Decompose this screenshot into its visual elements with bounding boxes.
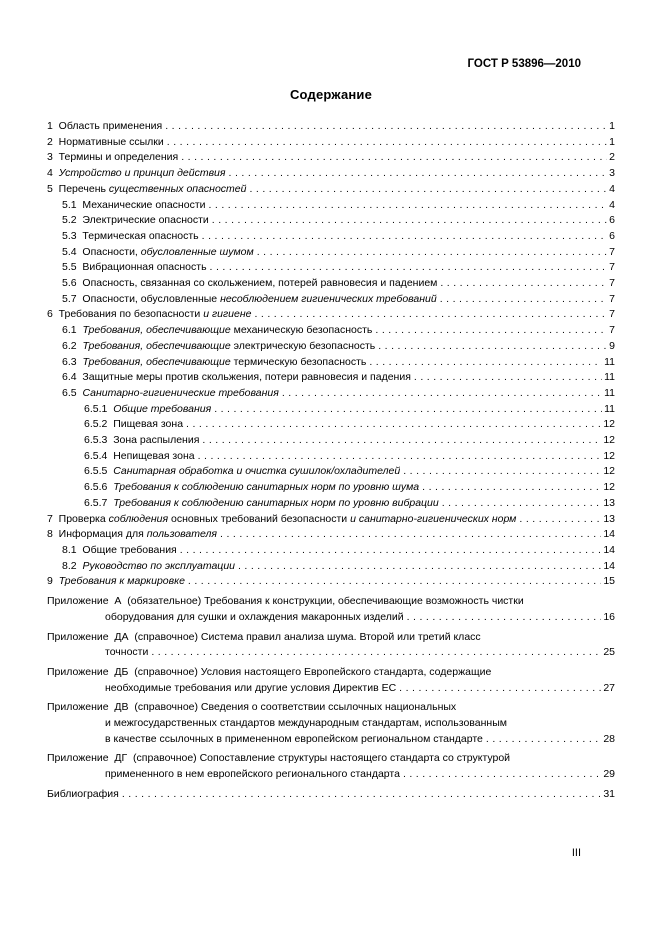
toc-page-number: 7 — [609, 261, 615, 274]
text-segment: Требования к маркировке — [58, 575, 185, 588]
text-segment: 6.2 — [62, 339, 83, 352]
text-segment: 5.2 Электрические опасности — [62, 214, 209, 227]
text-segment: 6.5.2 Пищевая зона — [84, 418, 184, 431]
toc-entry-text — [62, 370, 411, 386]
text-segment: 6.5.4 Непищевая зона — [84, 449, 195, 462]
toc-page-number: 7 — [609, 308, 615, 321]
toc-entry — [47, 292, 615, 308]
toc-entry — [47, 574, 615, 590]
toc-entry — [47, 150, 615, 166]
text-segment: Требования, обеспечивающие — [82, 339, 231, 352]
toc-entry — [47, 496, 615, 512]
toc-page-number: 4 — [609, 182, 615, 195]
dot-leader — [220, 527, 601, 543]
toc-page-number: 12 — [603, 481, 615, 494]
text-segment: 6.5.6 — [84, 481, 114, 494]
toc-entry — [47, 543, 615, 559]
dot-leader — [414, 370, 602, 386]
text-segment: Приложение ДА (справочное) Система правил анализа шума. Второй или третий класс — [47, 630, 481, 643]
text-segment: и межгосударственных стандартов международным стандартам, использованным — [105, 717, 507, 730]
toc-entry-text — [62, 198, 206, 214]
text-segment: 5.4 Опасности, — [62, 245, 141, 258]
toc-entry — [47, 716, 615, 732]
toc-entry — [47, 700, 615, 716]
toc-entry-text — [62, 339, 375, 355]
text-segment: 5.6 Опасность, связанная со скольжением, потерей равновесия и падением — [62, 277, 438, 290]
text-segment: Санитарная обработка и очистка сушилок/охладителей — [113, 465, 401, 478]
text-segment: 9 — [47, 575, 59, 588]
text-segment: точности — [105, 646, 149, 659]
text-segment: 6.3 — [62, 355, 83, 368]
toc-entry — [47, 512, 615, 528]
toc-entry-text — [47, 527, 217, 543]
toc-entry — [47, 767, 615, 783]
toc-page-number: 11 — [604, 371, 615, 384]
toc-page-number: 31 — [603, 787, 615, 800]
toc-entry — [47, 433, 615, 449]
text-segment: и санитарно-гигиенических норм — [350, 512, 517, 525]
toc-entry — [47, 355, 615, 371]
dot-leader — [180, 543, 602, 559]
toc-entry — [47, 307, 615, 323]
text-segment: 6.5.1 — [84, 402, 114, 415]
toc-entry-text — [47, 307, 251, 323]
dot-leader — [403, 767, 601, 783]
dot-leader — [167, 135, 607, 151]
text-segment: 5.1 Механические опасности — [62, 198, 206, 211]
dot-leader — [375, 323, 607, 339]
toc-entry — [47, 276, 615, 292]
toc-entry — [47, 449, 615, 465]
toc-entry — [47, 402, 615, 418]
toc-entry-text — [47, 594, 524, 610]
text-segment: оборудования для сушки и охлаждения макаронных изделий — [105, 610, 404, 623]
dot-leader — [442, 496, 602, 512]
toc-page-number: 13 — [603, 512, 615, 525]
toc-entry-text — [84, 417, 183, 433]
toc-entry — [47, 594, 615, 610]
text-segment: 4 — [47, 167, 59, 180]
page-number-footer: III — [571, 847, 581, 859]
text-segment: Приложение ДВ (справочное) Сведения о соответствии ссылочных национальных — [47, 701, 457, 714]
text-segment: 6.1 — [62, 324, 83, 337]
toc-entry-text — [84, 402, 211, 418]
dot-leader — [122, 787, 601, 803]
toc-entry-text — [62, 543, 177, 559]
text-segment: 7 Проверка — [47, 512, 109, 525]
toc-page-number: 11 — [604, 355, 615, 368]
text-segment: 6 Требования по безопасности — [47, 308, 204, 321]
dot-leader — [440, 276, 607, 292]
toc-page-number: 15 — [603, 575, 615, 588]
toc-entry-text — [105, 681, 396, 697]
toc-page-number: 14 — [603, 559, 615, 572]
dot-leader — [254, 307, 607, 323]
toc-entry-text — [62, 559, 235, 575]
toc-entry — [47, 645, 615, 661]
text-segment: 8.1 Общие требования — [62, 543, 177, 556]
dot-leader — [165, 119, 607, 135]
dot-leader — [422, 480, 601, 496]
toc-entry — [47, 610, 615, 626]
toc-entry — [47, 732, 615, 748]
text-segment: несоблюдением гигиенических требований — [220, 292, 437, 305]
dot-leader — [519, 512, 601, 528]
toc-page-number: 2 — [609, 151, 615, 164]
toc-entry-text — [62, 276, 437, 292]
toc-page-number: 29 — [603, 768, 615, 781]
toc-entry-text — [47, 135, 164, 151]
dot-leader — [403, 464, 601, 480]
text-segment: электрическую безопасность — [230, 339, 376, 352]
dot-leader — [209, 198, 608, 214]
toc-entry-text — [62, 229, 199, 245]
dot-leader — [249, 182, 607, 198]
toc-entry — [47, 323, 615, 339]
text-segment: Приложение ДБ (справочное) Условия настоящего Европейского стандарта, содержащие — [47, 665, 492, 678]
text-segment: Требования к соблюдению санитарных норм по уровню вибрации — [113, 496, 439, 509]
dot-leader — [210, 260, 608, 276]
toc-entry — [47, 370, 615, 386]
toc-entry-text — [62, 260, 207, 276]
toc-page-number: 6 — [609, 214, 615, 227]
toc-entry-text — [47, 150, 178, 166]
text-segment: 6.5 — [62, 386, 83, 399]
toc-entry-text — [47, 665, 491, 681]
toc-entry — [47, 480, 615, 496]
text-segment: пользователя — [146, 528, 218, 541]
toc-entry-text — [105, 716, 507, 732]
text-segment: 6.5.5 — [84, 465, 114, 478]
dot-leader — [214, 402, 602, 418]
toc-entry-text — [47, 630, 481, 646]
text-segment: соблюдения — [108, 512, 169, 525]
dot-leader — [202, 433, 601, 449]
text-segment: примененного в нем европейского регионального стандарта — [105, 768, 400, 781]
toc-entry — [47, 751, 615, 767]
toc-page-number: 25 — [603, 646, 615, 659]
dot-leader — [399, 681, 601, 697]
text-segment: 3 Термины и определения — [47, 151, 179, 164]
toc-page-number: 7 — [609, 245, 615, 258]
toc-entry — [47, 417, 615, 433]
toc-page-number: 14 — [603, 543, 615, 556]
text-segment: 6.4 Защитные меры против скольжения, потери равновесия и падения — [62, 371, 411, 384]
toc-entry-text — [105, 732, 483, 748]
text-segment: 8 Информация для — [47, 528, 147, 541]
text-segment: Требования, обеспечивающие — [82, 355, 231, 368]
dot-leader — [198, 449, 602, 465]
dot-leader — [188, 574, 601, 590]
text-segment: 8.2 — [62, 559, 83, 572]
toc-page-number: 11 — [604, 386, 615, 399]
toc-page-number: 4 — [609, 198, 615, 211]
dot-leader — [212, 213, 607, 229]
toc-entry — [47, 166, 615, 182]
toc-page-number: 7 — [609, 277, 615, 290]
toc-entry-text — [105, 610, 404, 626]
dot-leader — [202, 229, 608, 245]
toc-entry-text — [84, 464, 400, 480]
text-segment: 5.5 Вибрационная опасность — [62, 261, 207, 274]
toc-entry-text — [62, 292, 437, 308]
text-segment: 2 Нормативные ссылки — [47, 135, 164, 148]
toc-entry-text — [62, 355, 366, 371]
text-segment: Приложение А (обязательное) Требования к конструкции, обеспечивающие возможность чистки — [47, 595, 524, 608]
toc-entry-text — [47, 700, 456, 716]
toc-page-number: 13 — [603, 496, 615, 509]
toc-entry — [47, 386, 615, 402]
toc-entry — [47, 559, 615, 575]
toc-entry-text — [62, 245, 254, 261]
toc-entry-text — [62, 386, 279, 402]
toc-page-number: 3 — [609, 167, 615, 180]
dot-leader — [369, 355, 602, 371]
toc-entry — [47, 245, 615, 261]
toc-entry — [47, 182, 615, 198]
text-segment: 6.5.3 Зона распыления — [84, 434, 200, 447]
table-of-contents — [47, 119, 615, 803]
dot-leader — [181, 150, 607, 166]
text-segment: Общие требования — [113, 402, 212, 415]
toc-entry-text — [47, 182, 246, 198]
toc-entry — [47, 260, 615, 276]
toc-page-number: 6 — [609, 229, 615, 242]
toc-entry-text — [47, 166, 226, 182]
text-segment: 6.5.7 — [84, 496, 114, 509]
text-segment: обусловленные шумом — [140, 245, 254, 258]
dot-leader — [238, 559, 601, 575]
text-segment: Требования, обеспечивающие — [82, 324, 231, 337]
toc-entry-text — [47, 787, 119, 803]
toc-entry — [47, 787, 615, 803]
toc-entry-text — [105, 645, 148, 661]
toc-page-number: 14 — [603, 528, 615, 541]
toc-entry — [47, 464, 615, 480]
toc-entry — [47, 213, 615, 229]
dot-leader — [229, 166, 608, 182]
text-segment: 5 Перечень — [47, 182, 109, 195]
toc-page-number: 12 — [603, 418, 615, 431]
text-segment: Приложение ДГ (справочное) Сопоставление структуры настоящего стандарта со структурой — [47, 752, 511, 765]
text-segment: Устройство и принцип действия — [58, 167, 226, 180]
dot-leader — [378, 339, 607, 355]
toc-entry-text — [47, 574, 185, 590]
toc-entry-text — [62, 213, 209, 229]
text-segment: механическую безопасность — [230, 324, 373, 337]
doc-number: ГОСТ Р 53896—2010 — [467, 58, 581, 70]
dot-leader — [407, 610, 602, 626]
toc-page-number: 7 — [609, 292, 615, 305]
text-segment: необходимые требования или другие условия Директив ЕС — [105, 681, 397, 694]
text-segment: существенных опасностей — [108, 182, 247, 195]
toc-page-number: 12 — [603, 434, 615, 447]
toc-entry — [47, 339, 615, 355]
dot-leader — [257, 245, 607, 261]
toc-page-number: 27 — [603, 681, 615, 694]
toc-page-number: 12 — [603, 465, 615, 478]
toc-entry-text — [105, 767, 400, 783]
dot-leader — [440, 292, 607, 308]
toc-entry-text — [84, 480, 419, 496]
text-segment: термическую безопасность — [230, 355, 367, 368]
toc-entry — [47, 665, 615, 681]
toc-entry — [47, 630, 615, 646]
dot-leader — [282, 386, 602, 402]
toc-page-number: 16 — [603, 610, 615, 623]
toc-page-number: 7 — [609, 324, 615, 337]
text-segment: основных требований безопасности — [168, 512, 351, 525]
toc-entry-text — [84, 496, 439, 512]
toc-entry — [47, 198, 615, 214]
dot-leader — [486, 732, 601, 748]
text-segment: 5.3 Термическая опасность — [62, 229, 199, 242]
dot-leader — [151, 645, 601, 661]
text-segment: Санитарно-гигиенические требования — [82, 386, 279, 399]
toc-page-number: 12 — [603, 449, 615, 462]
toc-entry-text — [47, 751, 510, 767]
toc-entry — [47, 119, 615, 135]
page-title: Содержание — [289, 87, 373, 102]
toc-page-number: 1 — [609, 120, 615, 132]
toc-entry-text — [62, 323, 372, 339]
text-segment: Требования к соблюдению санитарных норм по уровню шума — [113, 481, 420, 494]
text-segment: 1 Область применения — [47, 120, 163, 132]
toc-entry-text — [84, 449, 195, 465]
toc-entry-text — [84, 433, 199, 449]
toc-page-number: 11 — [604, 402, 615, 415]
text-segment: Библиография — [47, 787, 119, 800]
toc-entry-text — [47, 512, 516, 528]
toc-entry-text — [47, 119, 162, 135]
toc-entry — [47, 527, 615, 543]
text-segment: в качестве ссылочных в примененном европейском региональном стандарте — [105, 732, 483, 745]
text-segment: Руководство по эксплуатации — [82, 559, 235, 572]
text-segment: и гигиене — [203, 308, 252, 321]
text-segment: 5.7 Опасности, обусловленные — [62, 292, 221, 305]
toc-entry — [47, 135, 615, 151]
toc-page-number: 1 — [609, 135, 615, 148]
toc-entry — [47, 229, 615, 245]
toc-page-number: 9 — [609, 339, 615, 352]
toc-page-number: 28 — [603, 732, 615, 745]
dot-leader — [186, 417, 601, 433]
toc-entry — [47, 681, 615, 697]
